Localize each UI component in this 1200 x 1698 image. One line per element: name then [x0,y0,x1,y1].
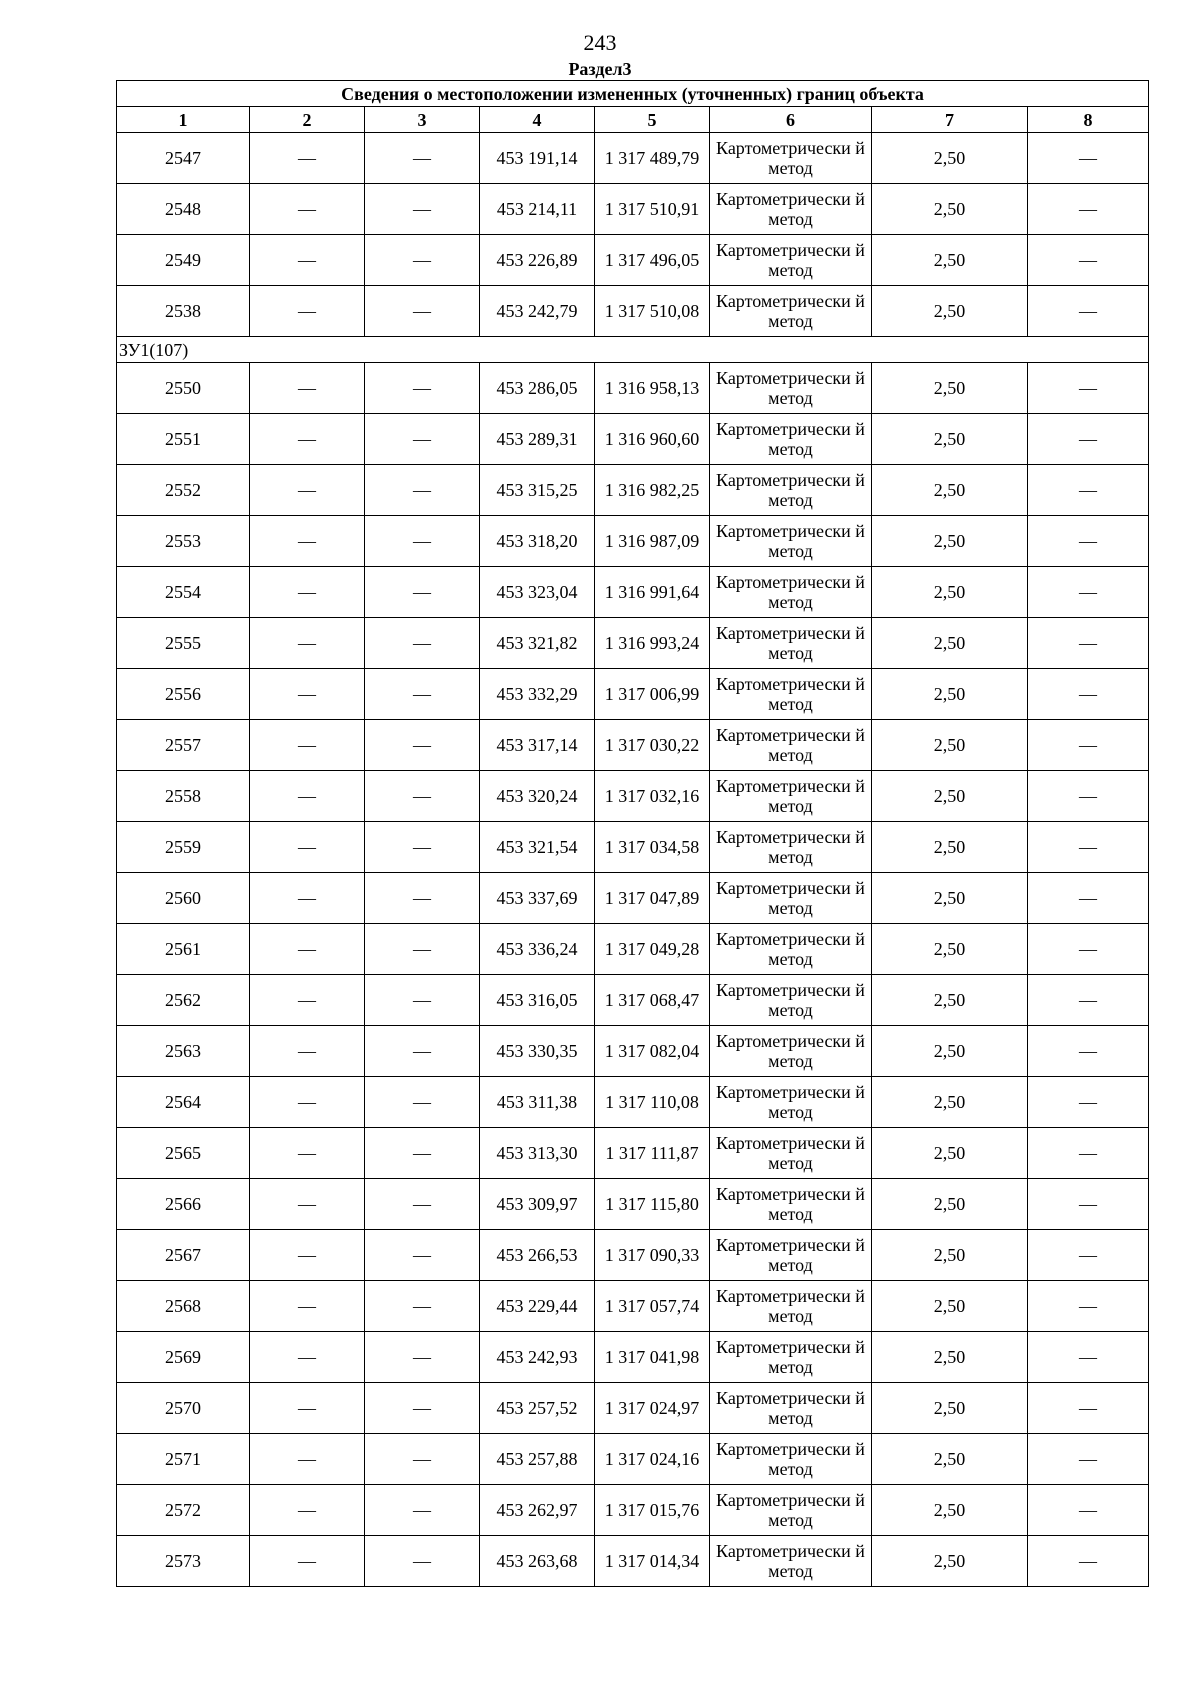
method-cell: Картометрически й метод [710,1281,872,1332]
method-cell: Картометрически й метод [710,1485,872,1536]
point-id-cell: 2550 [117,363,250,414]
x-coordinate-cell: 453 242,79 [480,286,595,337]
x-coordinate-cell: 453 332,29 [480,669,595,720]
empty-cell-col3: — [365,669,480,720]
x-coordinate-cell: 453 323,04 [480,567,595,618]
accuracy-cell: 2,50 [872,1485,1028,1536]
point-id-cell: 2558 [117,771,250,822]
empty-cell-col3: — [365,184,480,235]
y-coordinate-cell: 1 316 991,64 [595,567,710,618]
table-row [117,465,1149,516]
empty-cell-col8: — [1028,975,1149,1026]
empty-cell-col3: — [365,1077,480,1128]
y-coordinate-cell: 1 317 024,16 [595,1434,710,1485]
method-cell: Картометрически й метод [710,669,872,720]
point-id-cell: 2549 [117,235,250,286]
y-coordinate-cell: 1 317 024,97 [595,1383,710,1434]
method-cell: Картометрически й метод [710,618,872,669]
column-number: 3 [365,107,480,133]
x-coordinate-cell: 453 316,05 [480,975,595,1026]
accuracy-cell: 2,50 [872,1179,1028,1230]
accuracy-cell: 2,50 [872,1026,1028,1077]
y-coordinate-cell: 1 317 032,16 [595,771,710,822]
accuracy-cell: 2,50 [872,720,1028,771]
accuracy-cell: 2,50 [872,975,1028,1026]
method-cell: Картометрически й метод [710,924,872,975]
accuracy-cell: 2,50 [872,1128,1028,1179]
column-number: 4 [480,107,595,133]
table-row [117,771,1149,822]
empty-cell-col2: — [250,363,365,414]
x-coordinate-cell: 453 191,14 [480,133,595,184]
y-coordinate-cell: 1 317 006,99 [595,669,710,720]
y-coordinate-cell: 1 316 987,09 [595,516,710,567]
empty-cell-col2: — [250,465,365,516]
method-cell: Картометрически й метод [710,1128,872,1179]
empty-cell-col3: — [365,975,480,1026]
column-number: 5 [595,107,710,133]
empty-cell-col2: — [250,1485,365,1536]
group-header-row [117,337,1149,363]
table-row [117,1179,1149,1230]
y-coordinate-cell: 1 317 090,33 [595,1230,710,1281]
empty-cell-col3: — [365,1383,480,1434]
x-coordinate-cell: 453 337,69 [480,873,595,924]
x-coordinate-cell: 453 320,24 [480,771,595,822]
point-id-cell: 2560 [117,873,250,924]
empty-cell-col8: — [1028,1128,1149,1179]
table-row [117,1434,1149,1485]
y-coordinate-cell: 1 317 510,08 [595,286,710,337]
accuracy-cell: 2,50 [872,133,1028,184]
point-id-cell: 2563 [117,1026,250,1077]
point-id-cell: 2551 [117,414,250,465]
y-coordinate-cell: 1 317 510,91 [595,184,710,235]
empty-cell-col2: — [250,414,365,465]
method-cell: Картометрически й метод [710,1179,872,1230]
point-id-cell: 2552 [117,465,250,516]
table-row [117,822,1149,873]
method-cell: Картометрически й метод [710,1536,872,1587]
point-id-cell: 2566 [117,1179,250,1230]
empty-cell-col8: — [1028,1485,1149,1536]
y-coordinate-cell: 1 317 034,58 [595,822,710,873]
empty-cell-col2: — [250,873,365,924]
accuracy-cell: 2,50 [872,771,1028,822]
section-label: Раздел3 [568,59,632,79]
method-cell: Картометрически й метод [710,235,872,286]
table-row [117,1077,1149,1128]
y-coordinate-cell: 1 316 958,13 [595,363,710,414]
empty-cell-col2: — [250,1536,365,1587]
y-coordinate-cell: 1 316 993,24 [595,618,710,669]
x-coordinate-cell: 453 257,52 [480,1383,595,1434]
empty-cell-col8: — [1028,720,1149,771]
method-cell: Картометрически й метод [710,414,872,465]
empty-cell-col3: — [365,567,480,618]
table-row [117,1128,1149,1179]
method-cell: Картометрически й метод [710,567,872,618]
point-id-cell: 2568 [117,1281,250,1332]
y-coordinate-cell: 1 317 110,08 [595,1077,710,1128]
x-coordinate-cell: 453 226,89 [480,235,595,286]
point-id-cell: 2538 [117,286,250,337]
empty-cell-col2: — [250,924,365,975]
table-row [117,618,1149,669]
empty-cell-col8: — [1028,1026,1149,1077]
table-row [117,1485,1149,1536]
empty-cell-col3: — [365,1281,480,1332]
table-row [117,1536,1149,1587]
empty-cell-col8: — [1028,1332,1149,1383]
empty-cell-col3: — [365,618,480,669]
empty-cell-col8: — [1028,414,1149,465]
empty-cell-col2: — [250,1077,365,1128]
empty-cell-col3: — [365,720,480,771]
empty-cell-col8: — [1028,567,1149,618]
empty-cell-col3: — [365,771,480,822]
table-row [117,567,1149,618]
empty-cell-col2: — [250,822,365,873]
x-coordinate-cell: 453 321,54 [480,822,595,873]
method-cell: Картометрически й метод [710,133,872,184]
empty-cell-col3: — [365,363,480,414]
empty-cell-col3: — [365,414,480,465]
empty-cell-col8: — [1028,1434,1149,1485]
coordinates-table [116,80,1149,1587]
accuracy-cell: 2,50 [872,286,1028,337]
table-row [117,516,1149,567]
empty-cell-col3: — [365,516,480,567]
empty-cell-col8: — [1028,1230,1149,1281]
method-cell: Картометрически й метод [710,1026,872,1077]
empty-cell-col8: — [1028,235,1149,286]
table-row [117,669,1149,720]
accuracy-cell: 2,50 [872,516,1028,567]
method-cell: Картометрически й метод [710,363,872,414]
y-coordinate-cell: 1 317 049,28 [595,924,710,975]
accuracy-cell: 2,50 [872,1332,1028,1383]
empty-cell-col2: — [250,1128,365,1179]
table-body [117,133,1149,1587]
y-coordinate-cell: 1 317 082,04 [595,1026,710,1077]
accuracy-cell: 2,50 [872,669,1028,720]
method-cell: Картометрически й метод [710,1434,872,1485]
x-coordinate-cell: 453 214,11 [480,184,595,235]
empty-cell-col3: — [365,235,480,286]
x-coordinate-cell: 453 315,25 [480,465,595,516]
point-id-cell: 2555 [117,618,250,669]
x-coordinate-cell: 453 262,97 [480,1485,595,1536]
empty-cell-col2: — [250,975,365,1026]
empty-cell-col8: — [1028,669,1149,720]
accuracy-cell: 2,50 [872,822,1028,873]
empty-cell-col3: — [365,1026,480,1077]
point-id-cell: 2561 [117,924,250,975]
x-coordinate-cell: 453 242,93 [480,1332,595,1383]
x-coordinate-cell: 453 263,68 [480,1536,595,1587]
empty-cell-col3: — [365,1434,480,1485]
accuracy-cell: 2,50 [872,1077,1028,1128]
empty-cell-col8: — [1028,516,1149,567]
empty-cell-col8: — [1028,133,1149,184]
x-coordinate-cell: 453 229,44 [480,1281,595,1332]
accuracy-cell: 2,50 [872,1434,1028,1485]
table-row [117,133,1149,184]
y-coordinate-cell: 1 317 489,79 [595,133,710,184]
table-row [117,235,1149,286]
accuracy-cell: 2,50 [872,184,1028,235]
y-coordinate-cell: 1 317 015,76 [595,1485,710,1536]
accuracy-cell: 2,50 [872,567,1028,618]
empty-cell-col8: — [1028,924,1149,975]
accuracy-cell: 2,50 [872,1230,1028,1281]
method-cell: Картометрически й метод [710,1332,872,1383]
method-cell: Картометрически й метод [710,873,872,924]
y-coordinate-cell: 1 317 115,80 [595,1179,710,1230]
empty-cell-col2: — [250,1332,365,1383]
empty-cell-col8: — [1028,1077,1149,1128]
empty-cell-col3: — [365,286,480,337]
point-id-cell: 2567 [117,1230,250,1281]
accuracy-cell: 2,50 [872,924,1028,975]
y-coordinate-cell: 1 316 982,25 [595,465,710,516]
column-number: 6 [710,107,872,133]
method-cell: Картометрически й метод [710,184,872,235]
point-id-cell: 2573 [117,1536,250,1587]
accuracy-cell: 2,50 [872,618,1028,669]
empty-cell-col2: — [250,1026,365,1077]
point-id-cell: 2554 [117,567,250,618]
point-id-cell: 2565 [117,1128,250,1179]
method-cell: Картометрически й метод [710,286,872,337]
table-row [117,1281,1149,1332]
point-id-cell: 2569 [117,1332,250,1383]
point-id-cell: 2547 [117,133,250,184]
empty-cell-col8: — [1028,873,1149,924]
y-coordinate-cell: 1 317 111,87 [595,1128,710,1179]
empty-cell-col8: — [1028,465,1149,516]
point-id-cell: 2557 [117,720,250,771]
y-coordinate-cell: 1 317 496,05 [595,235,710,286]
table-row [117,924,1149,975]
method-cell: Картометрически й метод [710,516,872,567]
method-cell: Картометрически й метод [710,465,872,516]
empty-cell-col2: — [250,669,365,720]
method-cell: Картометрически й метод [710,1383,872,1434]
column-number: 1 [117,107,250,133]
empty-cell-col2: — [250,516,365,567]
x-coordinate-cell: 453 336,24 [480,924,595,975]
column-number: 7 [872,107,1028,133]
empty-cell-col3: — [365,1536,480,1587]
table-row [117,286,1149,337]
point-id-cell: 2564 [117,1077,250,1128]
x-coordinate-cell: 453 257,88 [480,1434,595,1485]
empty-cell-col2: — [250,1179,365,1230]
empty-cell-col3: — [365,465,480,516]
empty-cell-col8: — [1028,1536,1149,1587]
point-id-cell: 2572 [117,1485,250,1536]
table-row [117,720,1149,771]
table-row [117,184,1149,235]
y-coordinate-cell: 1 317 047,89 [595,873,710,924]
page-number: 243 [583,30,617,55]
empty-cell-col2: — [250,1434,365,1485]
table-row [117,414,1149,465]
accuracy-cell: 2,50 [872,1383,1028,1434]
y-coordinate-cell: 1 317 014,34 [595,1536,710,1587]
accuracy-cell: 2,50 [872,414,1028,465]
table-row [117,1230,1149,1281]
empty-cell-col8: — [1028,1383,1149,1434]
group-label: ЗУ1(107) [117,337,1149,363]
point-id-cell: 2556 [117,669,250,720]
x-coordinate-cell: 453 309,97 [480,1179,595,1230]
empty-cell-col3: — [365,133,480,184]
method-cell: Картометрически й метод [710,822,872,873]
x-coordinate-cell: 453 266,53 [480,1230,595,1281]
x-coordinate-cell: 453 286,05 [480,363,595,414]
method-cell: Картометрически й метод [710,1077,872,1128]
empty-cell-col8: — [1028,618,1149,669]
y-coordinate-cell: 1 317 030,22 [595,720,710,771]
x-coordinate-cell: 453 311,38 [480,1077,595,1128]
accuracy-cell: 2,50 [872,1536,1028,1587]
accuracy-cell: 2,50 [872,1281,1028,1332]
point-id-cell: 2570 [117,1383,250,1434]
table-row [117,1332,1149,1383]
accuracy-cell: 2,50 [872,363,1028,414]
empty-cell-col2: — [250,1230,365,1281]
empty-cell-col3: — [365,1128,480,1179]
column-number-row [117,107,1149,133]
point-id-cell: 2548 [117,184,250,235]
accuracy-cell: 2,50 [872,465,1028,516]
x-coordinate-cell: 453 321,82 [480,618,595,669]
point-id-cell: 2553 [117,516,250,567]
table-row [117,1383,1149,1434]
y-coordinate-cell: 1 317 041,98 [595,1332,710,1383]
empty-cell-col2: — [250,1281,365,1332]
method-cell: Картометрически й метод [710,1230,872,1281]
empty-cell-col2: — [250,235,365,286]
empty-cell-col8: — [1028,1179,1149,1230]
empty-cell-col8: — [1028,184,1149,235]
empty-cell-col2: — [250,771,365,822]
empty-cell-col2: — [250,133,365,184]
empty-cell-col8: — [1028,286,1149,337]
y-coordinate-cell: 1 317 057,74 [595,1281,710,1332]
column-number: 2 [250,107,365,133]
x-coordinate-cell: 453 313,30 [480,1128,595,1179]
table-row [117,363,1149,414]
empty-cell-col3: — [365,1332,480,1383]
x-coordinate-cell: 453 317,14 [480,720,595,771]
empty-cell-col3: — [365,1230,480,1281]
accuracy-cell: 2,50 [872,873,1028,924]
empty-cell-col3: — [365,924,480,975]
x-coordinate-cell: 453 330,35 [480,1026,595,1077]
empty-cell-col3: — [365,873,480,924]
empty-cell-col8: — [1028,1281,1149,1332]
empty-cell-col8: — [1028,822,1149,873]
y-coordinate-cell: 1 316 960,60 [595,414,710,465]
empty-cell-col3: — [365,1179,480,1230]
y-coordinate-cell: 1 317 068,47 [595,975,710,1026]
method-cell: Картометрически й метод [710,771,872,822]
x-coordinate-cell: 453 318,20 [480,516,595,567]
empty-cell-col2: — [250,618,365,669]
table-title: Сведения о местоположении измененных (уточненных) границ объекта [117,81,1149,107]
method-cell: Картометрически й метод [710,720,872,771]
empty-cell-col8: — [1028,771,1149,822]
table-row [117,873,1149,924]
table-row [117,975,1149,1026]
table-row [117,1026,1149,1077]
empty-cell-col2: — [250,567,365,618]
point-id-cell: 2562 [117,975,250,1026]
point-id-cell: 2559 [117,822,250,873]
empty-cell-col2: — [250,1383,365,1434]
point-id-cell: 2571 [117,1434,250,1485]
empty-cell-col2: — [250,286,365,337]
empty-cell-col2: — [250,184,365,235]
column-number: 8 [1028,107,1149,133]
accuracy-cell: 2,50 [872,235,1028,286]
empty-cell-col3: — [365,822,480,873]
empty-cell-col3: — [365,1485,480,1536]
empty-cell-col8: — [1028,363,1149,414]
empty-cell-col2: — [250,720,365,771]
method-cell: Картометрически й метод [710,975,872,1026]
x-coordinate-cell: 453 289,31 [480,414,595,465]
